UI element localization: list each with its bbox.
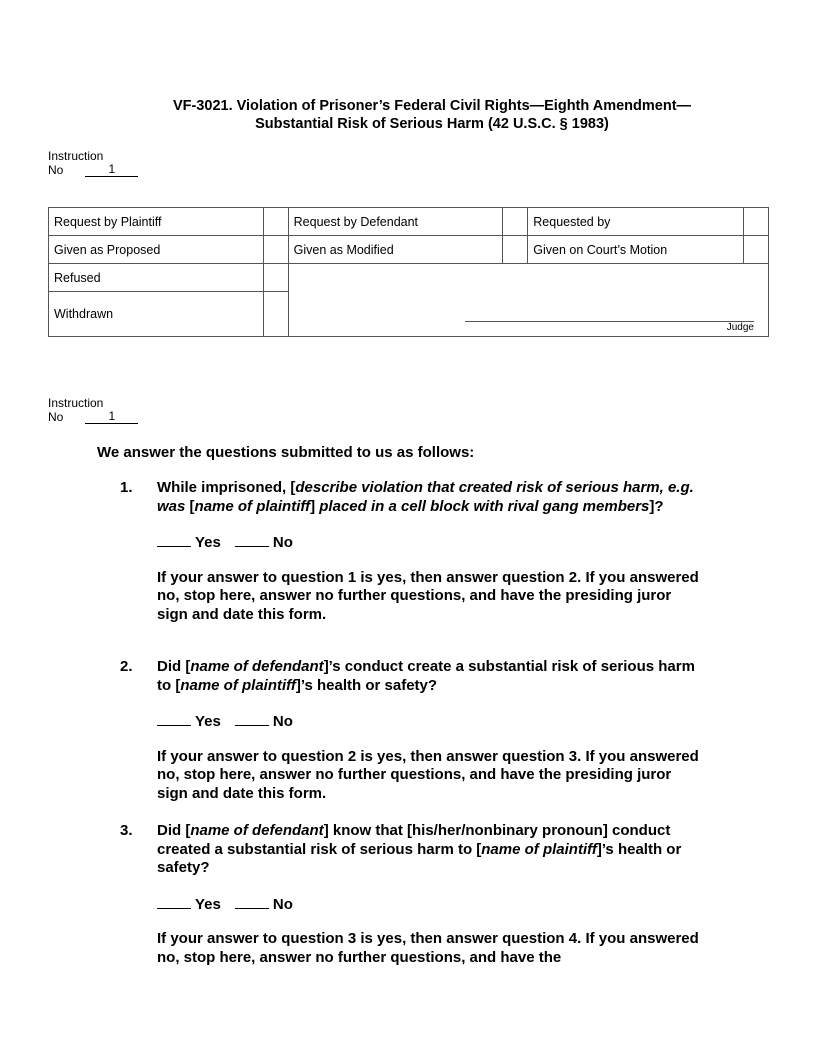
- judge-signature-area[interactable]: [288, 264, 768, 337]
- no-answer-blank[interactable]: [235, 894, 269, 909]
- refused-checkbox[interactable]: [263, 264, 288, 292]
- yes-no-answer: [157, 894, 700, 915]
- yes-answer-blank[interactable]: [157, 532, 191, 547]
- question-number: 1.: [120, 479, 133, 496]
- request-table: [48, 207, 769, 337]
- request-by-plaintiff-label: Request by Plaintiff: [49, 208, 264, 236]
- question-instructions: If your answer to question 3 is yes, then answer question 4. If you answered no, stop here, answer no further questions, and have the: [157, 930, 699, 966]
- requested-by-checkbox[interactable]: [743, 208, 768, 236]
- given-as-modified-checkbox[interactable]: [503, 236, 528, 264]
- question-text: Did [name of defendant] know that [his/her/nonbinary pronoun] conduct created a substantial risk of serious harm to [name of plaintiff]’s health or safety?: [157, 822, 682, 876]
- yes-label: Yes: [195, 534, 221, 551]
- instruction-number: 1: [85, 163, 138, 177]
- question-number: 3.: [120, 822, 133, 839]
- request-by-plaintiff-checkbox[interactable]: [263, 208, 288, 236]
- yes-answer-blank[interactable]: [157, 894, 191, 909]
- requested-by-label: Requested by: [528, 208, 744, 236]
- instruction-label: Instruction: [48, 396, 104, 410]
- no-answer-blank[interactable]: [235, 711, 269, 726]
- title-line-1: VF-3021. Violation of Prisoner’s Federal Civil Rights—Eighth Amendment—: [172, 98, 692, 114]
- no-label: No: [272, 713, 293, 730]
- no-label: No: [272, 895, 293, 913]
- question-1: [120, 479, 700, 624]
- question-instructions: If your answer to question 1 is yes, then answer question 2. If you answered no, stop here, answer no further questions, and have the presiding juror sign and date this form.: [157, 568, 699, 623]
- given-as-proposed-label: Given as Proposed: [49, 236, 264, 264]
- withdrawn-checkbox[interactable]: [263, 292, 288, 337]
- question-3: [120, 822, 700, 967]
- instruction-number-block: [48, 149, 138, 177]
- no-answer-blank[interactable]: [235, 532, 269, 547]
- question-number: 2.: [120, 658, 133, 675]
- question-text: While imprisoned, [describe violation that created risk of serious harm, e.g. was [name of plaintiff] placed in a cell block with rival gang members]?: [157, 479, 694, 515]
- question-2: [120, 658, 700, 803]
- refused-label: Refused: [49, 264, 264, 292]
- given-as-proposed-checkbox[interactable]: [263, 236, 288, 264]
- instruction-number-block-2: [48, 396, 138, 424]
- instruction-label: Instruction: [48, 149, 104, 163]
- title-line-2: Substantial Risk of Serious Harm (42 U.S.C. § 1983): [255, 116, 609, 132]
- yes-answer-blank[interactable]: [157, 711, 191, 726]
- document-title: [48, 97, 816, 133]
- yes-no-answer: [157, 711, 700, 732]
- given-on-courts-motion-label: Given on Court’s Motion: [528, 236, 744, 264]
- instruction-no-label: No: [48, 410, 64, 424]
- judge-label: Judge: [726, 322, 754, 333]
- yes-no-answer: [157, 532, 700, 553]
- question-instructions: If your answer to question 2 is yes, then answer question 3. If you answered no, stop here, answer no further questions, and have the presiding juror sign and date this form.: [157, 747, 699, 802]
- instruction-number: 1: [85, 410, 138, 424]
- judge-signature-line: [465, 321, 754, 322]
- yes-label: Yes: [195, 895, 221, 913]
- verdict-intro: We answer the questions submitted to us as follows:: [97, 444, 475, 461]
- given-as-modified-label: Given as Modified: [288, 236, 503, 264]
- given-on-courts-motion-checkbox[interactable]: [743, 236, 768, 264]
- request-by-defendant-label: Request by Defendant: [288, 208, 503, 236]
- yes-label: Yes: [195, 713, 221, 730]
- instruction-no-label: No: [48, 163, 64, 177]
- question-text: Did [name of defendant]’s conduct create a substantial risk of serious harm to [name of plaintiff]’s health or safety?: [157, 658, 695, 694]
- no-label: No: [272, 534, 293, 551]
- request-by-defendant-checkbox[interactable]: [503, 208, 528, 236]
- withdrawn-label: Withdrawn: [49, 292, 264, 337]
